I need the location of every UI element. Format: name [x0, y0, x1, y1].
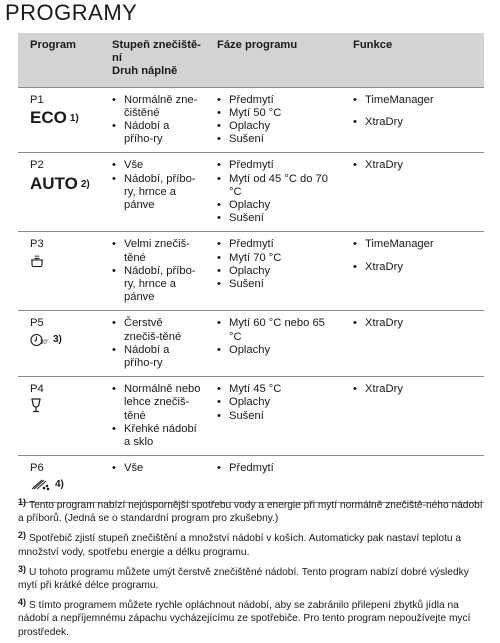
wine-glass-icon — [30, 398, 42, 417]
list-item: • Sušení — [217, 212, 337, 225]
list-item: • Mytí od 45 °C do 70 °C — [217, 173, 337, 199]
functions-cell — [341, 87, 484, 153]
list-item: • Sušení — [217, 133, 337, 146]
program-code: P5 — [30, 317, 44, 330]
list-item: • Oplachy — [217, 120, 337, 133]
footnote-ref: 4) — [55, 478, 64, 490]
list-item: • Oplachy — [217, 265, 337, 278]
program-cell — [18, 377, 100, 456]
functions-cell — [341, 153, 484, 232]
footnote-number: 3) — [18, 563, 27, 574]
list-item: • Oplachy — [217, 396, 337, 409]
program-symbol-line — [30, 331, 96, 351]
phases-list — [217, 317, 337, 357]
soil-list — [112, 94, 201, 147]
phases-list — [217, 94, 337, 147]
phases-list — [217, 383, 337, 423]
table-row — [18, 311, 484, 377]
footnote-ref: 3) — [53, 333, 62, 345]
table-row — [18, 232, 484, 311]
soil-cell — [100, 232, 205, 311]
table-row — [18, 377, 484, 456]
list-item: • Předmytí — [217, 159, 337, 172]
list-item: • XtraDry — [353, 383, 480, 396]
list-item: • Nádobí a přího-ry — [112, 120, 201, 146]
soil-cell — [100, 87, 205, 153]
program-cell — [18, 311, 100, 377]
footnote-text: Spotřebič zjistí stupeň znečištění a množství nádobí v koších. Automaticky pak nastaví teplotu a množství vody, spotřebu energie a délku programu. — [18, 533, 462, 558]
program-cell — [18, 87, 100, 153]
footnote-number: 2) — [18, 530, 27, 541]
program-symbol-line — [30, 107, 96, 128]
programs-table — [18, 33, 484, 503]
list-item: • Normálně nebo lehce znečiš-těné — [112, 383, 201, 423]
functions-cell — [341, 311, 484, 377]
soil-list — [112, 238, 201, 304]
soil-cell — [100, 377, 205, 456]
header-soil-line2: ní — [112, 52, 122, 65]
list-item: • Mytí 45 °C — [217, 383, 337, 396]
header-program: Program — [18, 33, 100, 87]
rinse-spray-icon — [30, 477, 52, 495]
table-row — [18, 153, 484, 232]
footnote — [18, 563, 486, 592]
soil-cell — [100, 153, 205, 232]
program-symbol-line — [30, 173, 96, 194]
list-item: • Vše — [112, 462, 201, 475]
functions-cell — [341, 232, 484, 311]
list-item: • Sušení — [217, 278, 337, 291]
phases-list — [217, 238, 337, 291]
list-item: • Křehké nádobí a sklo — [112, 423, 201, 449]
footnote-text: S tímto programem můžete rychle opláchnout nádobí, aby se zabránilo přilepení zbytků jídla na nádobí a nepříjemnému zápachu vycházejícímu ze spotřebiče. Pro tento program nepoužívejte mycí prostředek. — [18, 600, 471, 638]
svg-text:30': 30' — [40, 339, 48, 346]
program-symbol-line — [30, 396, 96, 417]
footnote — [18, 496, 486, 525]
footnote-text: Tento program nabízí nejúspornější spotřebu vody a energie při mytí normálně znečiště-ného nádobí a příborů. (Jedná se o standardní program pro zkušebny.) — [18, 500, 483, 525]
header-soil-line1: Stupeň znečiště- — [112, 39, 201, 51]
footnote-text: U tohoto programu můžete umýt čerstvě znečištěné nádobí. Tento program nabízí dobré výsledky mytí při krátké délce programu. — [18, 566, 469, 592]
phases-cell — [205, 87, 341, 153]
phases-cell — [205, 153, 341, 232]
program-code: P4 — [30, 383, 44, 396]
phases-list — [217, 462, 337, 475]
list-item: • Mytí 70 °C — [217, 252, 337, 265]
list-item: • Mytí 50 °C — [217, 107, 337, 120]
list-item: • Nádobí a přího-ry — [112, 344, 201, 370]
list-item: • Nádobí, příbo-ry, hrnce a pánve — [112, 173, 201, 213]
list-item: • Oplachy — [217, 199, 337, 212]
program-code: P1 — [30, 93, 44, 106]
list-item: • TimeManager — [353, 94, 480, 107]
list-item: • Velmi znečiš-těné — [112, 238, 201, 264]
page-title: PROGRAMY — [5, 0, 138, 25]
table-row — [18, 87, 484, 153]
program-code: P3 — [30, 238, 44, 251]
list-item: • Předmytí — [217, 238, 337, 251]
phases-list — [217, 159, 337, 225]
header-phases: Fáze programu — [205, 33, 341, 87]
list-item: • XtraDry — [353, 261, 480, 274]
header-soil — [100, 33, 205, 87]
soil-list — [112, 159, 201, 212]
functions-list — [353, 383, 480, 396]
footnote-ref: 1) — [69, 112, 79, 124]
program-code: P2 — [30, 159, 44, 172]
program-symbol-line — [30, 475, 96, 495]
list-item: • Nádobí, příbo-ry, hrnce a pánve — [112, 265, 201, 305]
phases-cell — [205, 377, 341, 456]
program-code: P6 — [30, 462, 44, 475]
program-name: AUTO — [30, 173, 78, 193]
functions-cell — [341, 377, 484, 456]
functions-list — [353, 159, 480, 172]
soil-cell — [100, 311, 205, 377]
list-item: • XtraDry — [353, 317, 480, 330]
soil-list — [112, 317, 201, 370]
list-item: • Mytí 60 °C nebo 65 °C — [217, 317, 337, 343]
list-item: • Oplachy — [217, 344, 337, 357]
footnote-number: 4) — [18, 597, 27, 608]
footnote-number: 1) — [18, 497, 27, 507]
header-functions: Funkce — [341, 33, 484, 87]
list-item: • Normálně zne-čištěné — [112, 94, 201, 120]
list-item: • Předmytí — [217, 462, 337, 475]
list-item: • Předmytí — [217, 94, 337, 107]
clock-30-icon — [30, 333, 50, 351]
soil-list — [112, 462, 201, 475]
list-item: • Čerstvě znečiš-těné — [112, 317, 201, 343]
program-cell — [18, 232, 100, 311]
program-cell — [18, 153, 100, 232]
footnote — [18, 596, 486, 639]
list-item: • XtraDry — [353, 116, 480, 129]
pot-icon — [30, 254, 44, 272]
footnote-ref: 2) — [80, 178, 90, 190]
program-symbol-line — [30, 252, 96, 272]
list-item: • Sušení — [217, 410, 337, 423]
footnotes — [18, 496, 486, 643]
header-soil-line3: Druh náplně — [112, 65, 178, 78]
soil-list — [112, 383, 201, 449]
list-item: • Vše — [112, 159, 201, 172]
table-header-row — [18, 33, 484, 87]
list-item: • TimeManager — [353, 238, 480, 251]
functions-list — [353, 317, 480, 330]
functions-list — [353, 94, 480, 129]
footnote — [18, 529, 486, 558]
phases-cell — [205, 311, 341, 377]
functions-list — [353, 238, 480, 273]
phases-cell — [205, 232, 341, 311]
list-item: • XtraDry — [353, 159, 480, 172]
program-name: ECO — [30, 107, 67, 127]
